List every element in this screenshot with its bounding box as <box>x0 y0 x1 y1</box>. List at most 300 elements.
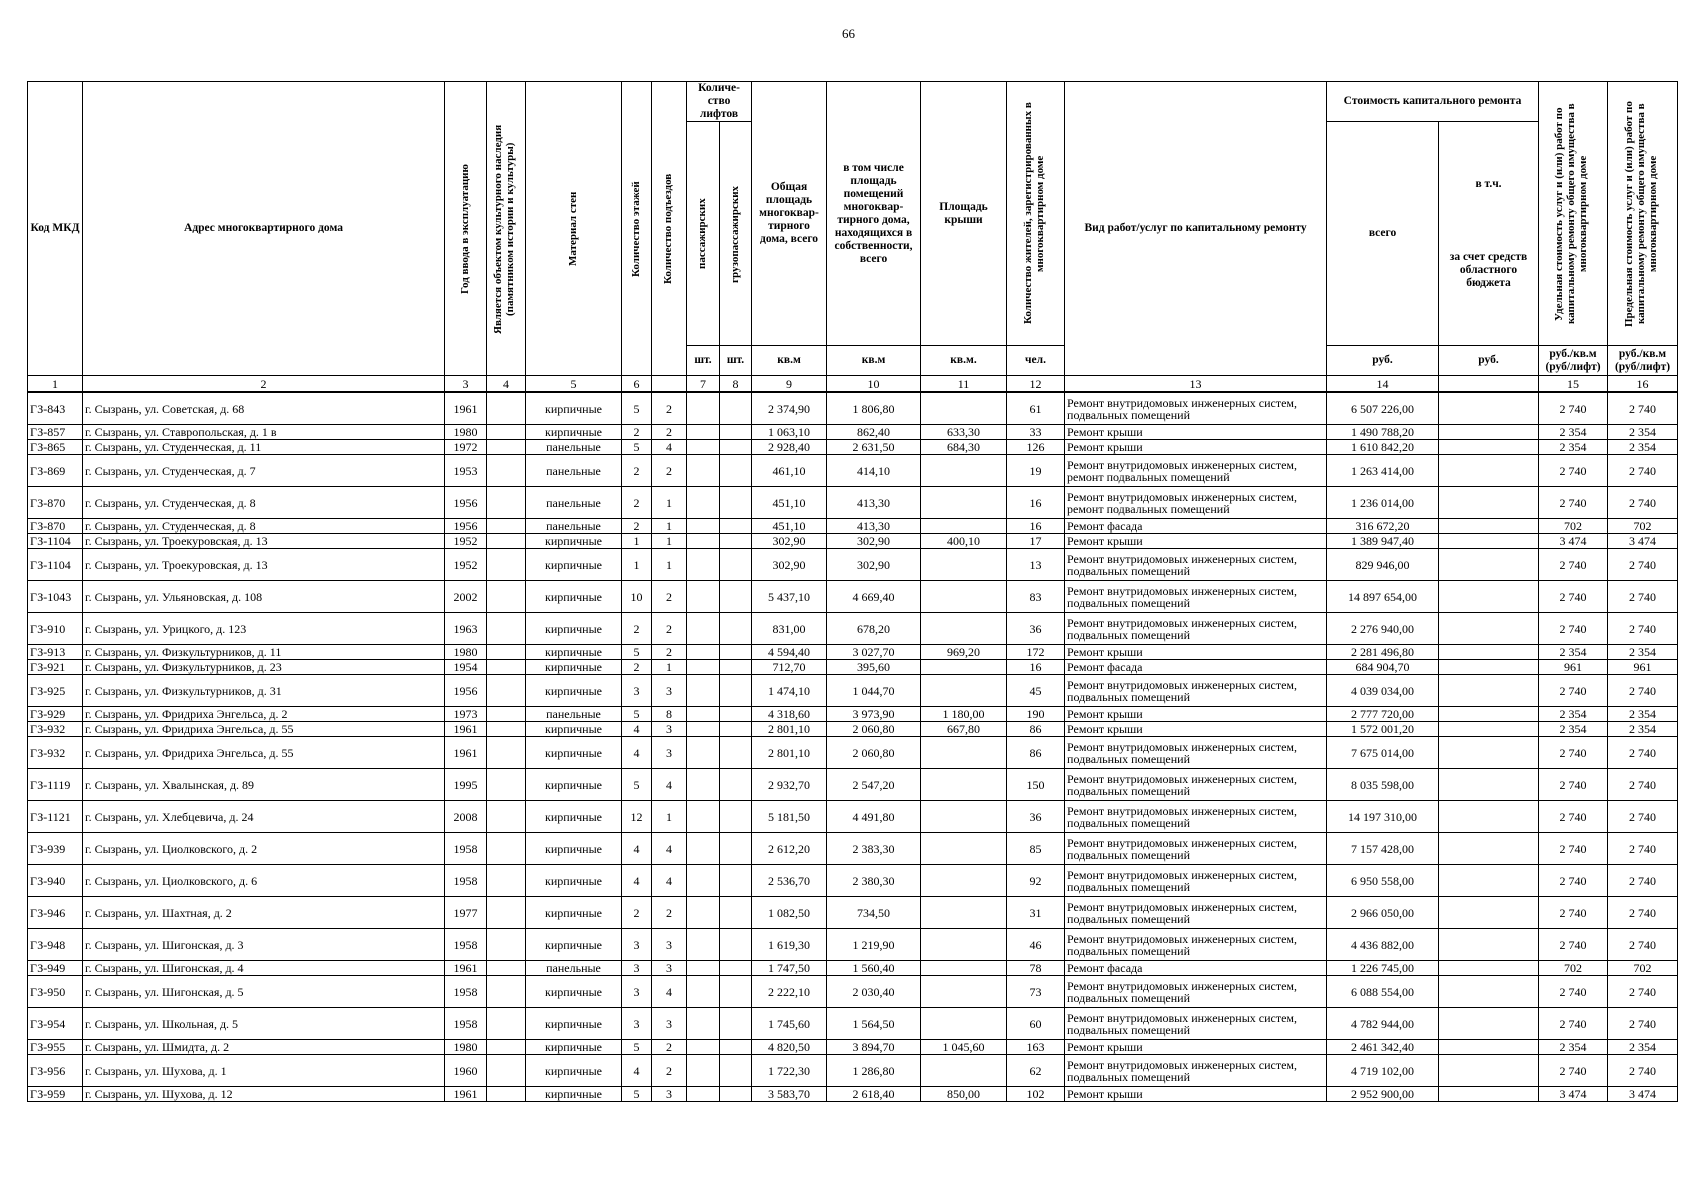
cell-limit-cost: 2 740 <box>1608 549 1678 581</box>
cell-floors: 4 <box>622 833 652 865</box>
cell-limit-cost: 3 474 <box>1608 1087 1678 1102</box>
cell-roof-area <box>921 1008 1007 1040</box>
cell-cost-total: 14 197 310,00 <box>1327 801 1439 833</box>
cell-entrances: 1 <box>652 534 687 549</box>
cell-cost-total: 1 389 947,40 <box>1327 534 1439 549</box>
cell-heritage <box>487 1040 526 1055</box>
cell-wall-material: кирпичные <box>526 722 622 737</box>
cell-year: 2002 <box>445 581 487 613</box>
table-row <box>28 865 1678 897</box>
cell-entrances: 2 <box>652 897 687 929</box>
cell-cost-regional <box>1439 534 1539 549</box>
cell-heritage <box>487 455 526 487</box>
cell-residents: 16 <box>1007 487 1065 519</box>
cell-limit-cost: 2 740 <box>1608 929 1678 961</box>
table-row <box>28 1040 1678 1055</box>
cell-cost-regional <box>1439 801 1539 833</box>
table-row <box>28 534 1678 549</box>
cell-wall-material: панельные <box>526 440 622 455</box>
cell-heritage <box>487 660 526 675</box>
cell-roof-area: 850,00 <box>921 1087 1007 1102</box>
cell-entrances: 2 <box>652 392 687 425</box>
table-row <box>28 392 1678 425</box>
cell-cost-regional <box>1439 425 1539 440</box>
cell-lift-passenger <box>687 455 720 487</box>
cell-cost-regional <box>1439 1008 1539 1040</box>
cell-work-type: Ремонт фасада <box>1065 660 1327 675</box>
cell-residents: 190 <box>1007 707 1065 722</box>
cell-code: ГЗ-954 <box>28 1008 83 1040</box>
table-row <box>28 519 1678 534</box>
header-limit-cost: Предельная стоимость услуг и (или) работ по капитальному ремонту общего имущества в многоквартирном доме <box>1622 100 1659 327</box>
cell-residents: 86 <box>1007 737 1065 769</box>
cell-roof-area <box>921 897 1007 929</box>
cell-heritage <box>487 961 526 976</box>
cell-code: ГЗ-929 <box>28 707 83 722</box>
cell-residents: 86 <box>1007 722 1065 737</box>
cell-heritage <box>487 425 526 440</box>
cell-address: г. Сызрань, ул. Хлебцевича, д. 24 <box>83 801 445 833</box>
cell-lift-passenger <box>687 737 720 769</box>
col-num: 3 <box>445 376 487 393</box>
table-row <box>28 1008 1678 1040</box>
cell-lift-cargo <box>720 897 752 929</box>
col-num: 11 <box>921 376 1007 393</box>
cell-work-type: Ремонт внутридомовых инженерных систем, подвальных помещений <box>1065 833 1327 865</box>
cell-wall-material: кирпичные <box>526 1040 622 1055</box>
cell-unit-cost: 702 <box>1539 961 1608 976</box>
cell-heritage <box>487 440 526 455</box>
cell-limit-cost: 2 354 <box>1608 722 1678 737</box>
cell-wall-material: кирпичные <box>526 645 622 660</box>
cell-unit-cost: 2 740 <box>1539 833 1608 865</box>
cell-cost-total: 1 490 788,20 <box>1327 425 1439 440</box>
cell-address: г. Сызрань, ул. Студенческая, д. 8 <box>83 487 445 519</box>
cell-year: 1980 <box>445 645 487 660</box>
cell-address: г. Сызрань, ул. Физкультурников, д. 23 <box>83 660 445 675</box>
header-lift-passenger: пассажирских <box>696 198 708 269</box>
header-lift-cargo: грузопассажирских <box>728 184 741 283</box>
cell-lift-cargo <box>720 976 752 1008</box>
cell-residents: 126 <box>1007 440 1065 455</box>
cell-floors: 1 <box>622 549 652 581</box>
table-row <box>28 660 1678 675</box>
cell-roof-area <box>921 487 1007 519</box>
cell-roof-area: 400,10 <box>921 534 1007 549</box>
cell-cost-regional <box>1439 675 1539 707</box>
cell-limit-cost: 2 354 <box>1608 425 1678 440</box>
cell-cost-regional <box>1439 737 1539 769</box>
cell-roof-area <box>921 976 1007 1008</box>
cell-address: г. Сызрань, ул. Ставропольская, д. 1 в <box>83 425 445 440</box>
cell-cost-total: 4 782 944,00 <box>1327 1008 1439 1040</box>
cell-total-area: 451,10 <box>752 519 827 534</box>
cell-cost-total: 2 276 940,00 <box>1327 613 1439 645</box>
cell-entrances: 3 <box>652 961 687 976</box>
cell-lift-passenger <box>687 613 720 645</box>
cell-heritage <box>487 707 526 722</box>
page-number: 66 <box>842 26 855 41</box>
cell-work-type: Ремонт крыши <box>1065 722 1327 737</box>
cell-heritage <box>487 613 526 645</box>
cell-address: г. Сызрань, ул. Хвалынская, д. 89 <box>83 769 445 801</box>
cell-work-type: Ремонт внутридомовых инженерных систем, подвальных помещений <box>1065 976 1327 1008</box>
table-row <box>28 833 1678 865</box>
table-row <box>28 801 1678 833</box>
cell-year: 1954 <box>445 660 487 675</box>
cell-floors: 3 <box>622 929 652 961</box>
cell-entrances: 4 <box>652 440 687 455</box>
unit-rub-1: руб. <box>1327 346 1439 376</box>
cell-cost-total: 829 946,00 <box>1327 549 1439 581</box>
cell-code: ГЗ-940 <box>28 865 83 897</box>
table-row <box>28 613 1678 645</box>
cell-floors: 4 <box>622 722 652 737</box>
cell-address: г. Сызрань, ул. Шмидта, д. 2 <box>83 1040 445 1055</box>
cell-owned-area: 1 286,80 <box>827 1055 921 1087</box>
cell-limit-cost: 2 740 <box>1608 865 1678 897</box>
cell-floors: 5 <box>622 392 652 425</box>
cell-work-type: Ремонт крыши <box>1065 707 1327 722</box>
cell-entrances: 2 <box>652 1055 687 1087</box>
cell-entrances: 3 <box>652 737 687 769</box>
cell-wall-material: кирпичные <box>526 675 622 707</box>
cell-owned-area: 4 491,80 <box>827 801 921 833</box>
cell-unit-cost: 2 354 <box>1539 425 1608 440</box>
table-row <box>28 737 1678 769</box>
unit-sqm-2: кв.м <box>827 346 921 376</box>
cell-residents: 16 <box>1007 519 1065 534</box>
cell-year: 1958 <box>445 929 487 961</box>
cell-unit-cost: 3 474 <box>1539 1087 1608 1102</box>
header-wall-material: Материал стен <box>566 191 579 266</box>
cell-unit-cost: 2 354 <box>1539 707 1608 722</box>
cell-floors: 3 <box>622 976 652 1008</box>
cell-owned-area: 2 060,80 <box>827 722 921 737</box>
cell-floors: 2 <box>622 613 652 645</box>
cell-owned-area: 413,30 <box>827 519 921 534</box>
cell-year: 1977 <box>445 897 487 929</box>
cell-cost-total: 2 952 900,00 <box>1327 1087 1439 1102</box>
cell-owned-area: 395,60 <box>827 660 921 675</box>
cell-wall-material: кирпичные <box>526 833 622 865</box>
cell-address: г. Сызрань, ул. Советская, д. 68 <box>83 392 445 425</box>
cell-total-area: 461,10 <box>752 455 827 487</box>
cell-entrances: 4 <box>652 865 687 897</box>
column-number-row <box>28 376 1678 393</box>
cell-cost-regional <box>1439 1087 1539 1102</box>
cell-wall-material: кирпичные <box>526 1008 622 1040</box>
cell-unit-cost: 2 740 <box>1539 769 1608 801</box>
cell-lift-cargo <box>720 675 752 707</box>
cell-floors: 2 <box>622 487 652 519</box>
cell-owned-area: 1 219,90 <box>827 929 921 961</box>
cell-unit-cost: 2 740 <box>1539 581 1608 613</box>
cell-code: ГЗ-1104 <box>28 534 83 549</box>
cell-code: ГЗ-870 <box>28 487 83 519</box>
cell-heritage <box>487 581 526 613</box>
cell-address: г. Сызрань, ул. Фридриха Энгельса, д. 2 <box>83 707 445 722</box>
col-num: 9 <box>752 376 827 393</box>
cell-lift-passenger <box>687 675 720 707</box>
cell-cost-total: 14 897 654,00 <box>1327 581 1439 613</box>
cell-entrances: 2 <box>652 613 687 645</box>
cell-limit-cost: 2 354 <box>1608 645 1678 660</box>
cell-total-area: 451,10 <box>752 487 827 519</box>
cell-address: г. Сызрань, ул. Студенческая, д. 8 <box>83 519 445 534</box>
cell-floors: 3 <box>622 675 652 707</box>
cell-unit-cost: 2 354 <box>1539 645 1608 660</box>
cell-cost-total: 6 950 558,00 <box>1327 865 1439 897</box>
cell-year: 1956 <box>445 519 487 534</box>
cell-year: 1961 <box>445 961 487 976</box>
cell-wall-material: панельные <box>526 455 622 487</box>
cell-limit-cost: 2 354 <box>1608 1040 1678 1055</box>
cell-entrances: 4 <box>652 833 687 865</box>
header-total-area: Общая площадь многоквар-тирного дома, всего <box>752 82 827 346</box>
cell-address: г. Сызрань, ул. Шухова, д. 12 <box>83 1087 445 1102</box>
cell-cost-total: 1 572 001,20 <box>1327 722 1439 737</box>
cell-total-area: 4 820,50 <box>752 1040 827 1055</box>
cell-owned-area: 734,50 <box>827 897 921 929</box>
cell-roof-area: 684,30 <box>921 440 1007 455</box>
cell-code: ГЗ-939 <box>28 833 83 865</box>
cell-cost-total: 6 088 554,00 <box>1327 976 1439 1008</box>
cell-total-area: 1 082,50 <box>752 897 827 929</box>
cell-cost-total: 7 157 428,00 <box>1327 833 1439 865</box>
cell-address: г. Сызрань, ул. Троекуровская, д. 13 <box>83 534 445 549</box>
cell-roof-area <box>921 675 1007 707</box>
cell-wall-material: кирпичные <box>526 392 622 425</box>
unit-people: чел. <box>1007 346 1065 376</box>
col-num: 4 <box>487 376 526 393</box>
header-heritage: Является объектом культурного наследия (памятником истории и культуры) <box>492 123 516 334</box>
cell-work-type: Ремонт внутридомовых инженерных систем, ремонт подвальных помещений <box>1065 487 1327 519</box>
cell-wall-material: кирпичные <box>526 425 622 440</box>
cell-lift-cargo <box>720 1008 752 1040</box>
cell-roof-area <box>921 455 1007 487</box>
cell-total-area: 1 474,10 <box>752 675 827 707</box>
header-work-type: Вид работ/услуг по капитальному ремонту <box>1065 82 1327 376</box>
cell-floors: 2 <box>622 897 652 929</box>
table-row <box>28 645 1678 660</box>
cell-floors: 2 <box>622 519 652 534</box>
cell-lift-passenger <box>687 425 720 440</box>
cell-code: ГЗ-1104 <box>28 549 83 581</box>
cell-work-type: Ремонт внутридомовых инженерных систем, подвальных помещений <box>1065 929 1327 961</box>
cell-floors: 10 <box>622 581 652 613</box>
cell-owned-area: 414,10 <box>827 455 921 487</box>
cell-roof-area <box>921 929 1007 961</box>
cell-lift-passenger <box>687 1008 720 1040</box>
cell-heritage <box>487 549 526 581</box>
cell-roof-area <box>921 1055 1007 1087</box>
cell-owned-area: 1 560,40 <box>827 961 921 976</box>
cell-year: 1956 <box>445 675 487 707</box>
cell-roof-area <box>921 519 1007 534</box>
cell-work-type: Ремонт фасада <box>1065 519 1327 534</box>
cell-lift-cargo <box>720 440 752 455</box>
cell-residents: 62 <box>1007 1055 1065 1087</box>
cell-code: ГЗ-1121 <box>28 801 83 833</box>
cell-wall-material: кирпичные <box>526 929 622 961</box>
cell-heritage <box>487 722 526 737</box>
cell-limit-cost: 2 740 <box>1608 976 1678 1008</box>
cell-address: г. Сызрань, ул. Урицкого, д. 123 <box>83 613 445 645</box>
cell-lift-cargo <box>720 833 752 865</box>
cell-entrances: 1 <box>652 519 687 534</box>
cell-roof-area: 1 180,00 <box>921 707 1007 722</box>
cell-address: г. Сызрань, ул. Фридриха Энгельса, д. 55 <box>83 722 445 737</box>
cell-floors: 5 <box>622 645 652 660</box>
cell-limit-cost: 702 <box>1608 961 1678 976</box>
cell-roof-area <box>921 865 1007 897</box>
cell-total-area: 302,90 <box>752 534 827 549</box>
cell-owned-area: 3 973,90 <box>827 707 921 722</box>
cell-year: 1958 <box>445 865 487 897</box>
cell-cost-total: 4 039 034,00 <box>1327 675 1439 707</box>
cell-entrances: 1 <box>652 487 687 519</box>
cell-code: ГЗ-955 <box>28 1040 83 1055</box>
table-row <box>28 961 1678 976</box>
cell-owned-area: 1 564,50 <box>827 1008 921 1040</box>
cell-residents: 16 <box>1007 660 1065 675</box>
cell-entrances: 4 <box>652 769 687 801</box>
col-num: 15 <box>1539 376 1608 393</box>
cell-address: г. Сызрань, ул. Шигонская, д. 5 <box>83 976 445 1008</box>
cell-unit-cost: 3 474 <box>1539 534 1608 549</box>
cell-year: 1958 <box>445 976 487 1008</box>
cell-lift-passenger <box>687 1040 720 1055</box>
cell-work-type: Ремонт внутридомовых инженерных систем, подвальных помещений <box>1065 801 1327 833</box>
cell-cost-regional <box>1439 1055 1539 1087</box>
cell-unit-cost: 2 740 <box>1539 976 1608 1008</box>
cell-entrances: 2 <box>652 455 687 487</box>
unit-rate-1: руб./кв.м (руб/лифт) <box>1539 346 1608 376</box>
cell-roof-area: 969,20 <box>921 645 1007 660</box>
cell-lift-cargo <box>720 613 752 645</box>
cell-lift-cargo <box>720 425 752 440</box>
cell-heritage <box>487 769 526 801</box>
cell-total-area: 2 928,40 <box>752 440 827 455</box>
cell-lift-passenger <box>687 440 720 455</box>
cell-lift-passenger <box>687 722 720 737</box>
table-row <box>28 549 1678 581</box>
cell-work-type: Ремонт внутридомовых инженерных систем, подвальных помещений <box>1065 1008 1327 1040</box>
cell-heritage <box>487 929 526 961</box>
cell-residents: 85 <box>1007 833 1065 865</box>
cell-lift-cargo <box>720 1087 752 1102</box>
cell-owned-area: 678,20 <box>827 613 921 645</box>
cell-address: г. Сызрань, ул. Шигонская, д. 4 <box>83 961 445 976</box>
cell-cost-regional <box>1439 581 1539 613</box>
cell-heritage <box>487 675 526 707</box>
cell-lift-cargo <box>720 737 752 769</box>
cell-code: ГЗ-857 <box>28 425 83 440</box>
cell-residents: 36 <box>1007 801 1065 833</box>
cell-wall-material: кирпичные <box>526 581 622 613</box>
cell-heritage <box>487 1087 526 1102</box>
cell-limit-cost: 2 354 <box>1608 707 1678 722</box>
cell-heritage <box>487 737 526 769</box>
cell-unit-cost: 2 740 <box>1539 613 1608 645</box>
cell-cost-total: 8 035 598,00 <box>1327 769 1439 801</box>
cell-cost-regional <box>1439 613 1539 645</box>
cell-lift-cargo <box>720 645 752 660</box>
cell-work-type: Ремонт внутридомовых инженерных систем, ремонт подвальных помещений <box>1065 455 1327 487</box>
cell-total-area: 831,00 <box>752 613 827 645</box>
cell-address: г. Сызрань, ул. Физкультурников, д. 31 <box>83 675 445 707</box>
unit-sqm-1: кв.м <box>752 346 827 376</box>
cell-cost-regional <box>1439 722 1539 737</box>
cell-cost-total: 2 966 050,00 <box>1327 897 1439 929</box>
cell-unit-cost: 2 354 <box>1539 440 1608 455</box>
cell-limit-cost: 2 740 <box>1608 897 1678 929</box>
cell-floors: 5 <box>622 440 652 455</box>
cell-residents: 19 <box>1007 455 1065 487</box>
cell-address: г. Сызрань, ул. Школьная, д. 5 <box>83 1008 445 1040</box>
table-row <box>28 722 1678 737</box>
cell-wall-material: панельные <box>526 487 622 519</box>
cell-owned-area: 2 060,80 <box>827 737 921 769</box>
cell-lift-passenger <box>687 1087 720 1102</box>
cell-unit-cost: 2 740 <box>1539 929 1608 961</box>
cell-residents: 60 <box>1007 1008 1065 1040</box>
cell-lift-cargo <box>720 929 752 961</box>
header-unit-cost: Удельная стоимость услуг и (или) работ по капитальному ремонту общего имущества в многоквартирном доме <box>1553 103 1590 324</box>
cell-limit-cost: 2 740 <box>1608 737 1678 769</box>
cell-address: г. Сызрань, ул. Физкультурников, д. 11 <box>83 645 445 660</box>
cell-roof-area: 667,80 <box>921 722 1007 737</box>
cell-address: г. Сызрань, ул. Шухова, д. 1 <box>83 1055 445 1087</box>
cell-entrances: 1 <box>652 549 687 581</box>
cell-unit-cost: 2 740 <box>1539 549 1608 581</box>
cell-residents: 92 <box>1007 865 1065 897</box>
cell-cost-regional <box>1439 440 1539 455</box>
cell-owned-area: 2 380,30 <box>827 865 921 897</box>
cell-cost-total: 2 777 720,00 <box>1327 707 1439 722</box>
cell-work-type: Ремонт крыши <box>1065 534 1327 549</box>
cell-floors: 12 <box>622 801 652 833</box>
cell-lift-passenger <box>687 801 720 833</box>
cell-year: 1961 <box>445 737 487 769</box>
cell-roof-area <box>921 737 1007 769</box>
cell-code: ГЗ-949 <box>28 961 83 976</box>
table-row <box>28 455 1678 487</box>
cell-cost-regional <box>1439 519 1539 534</box>
cell-total-area: 2 932,70 <box>752 769 827 801</box>
cell-owned-area: 3 894,70 <box>827 1040 921 1055</box>
cell-wall-material: кирпичные <box>526 801 622 833</box>
cell-year: 1972 <box>445 440 487 455</box>
cell-code: ГЗ-1119 <box>28 769 83 801</box>
cell-cost-regional <box>1439 549 1539 581</box>
cell-work-type: Ремонт внутридомовых инженерных систем, подвальных помещений <box>1065 392 1327 425</box>
cell-lift-cargo <box>720 865 752 897</box>
cell-lift-passenger <box>687 549 720 581</box>
cell-cost-total: 2 461 342,40 <box>1327 1040 1439 1055</box>
cell-cost-regional <box>1439 645 1539 660</box>
col-num: 6 <box>622 376 652 393</box>
cell-lift-passenger <box>687 769 720 801</box>
cell-entrances: 3 <box>652 722 687 737</box>
cell-year: 1952 <box>445 549 487 581</box>
cell-roof-area <box>921 801 1007 833</box>
cell-entrances: 3 <box>652 675 687 707</box>
cell-code: ГЗ-910 <box>28 613 83 645</box>
cell-entrances: 1 <box>652 660 687 675</box>
cell-total-area: 2 222,10 <box>752 976 827 1008</box>
